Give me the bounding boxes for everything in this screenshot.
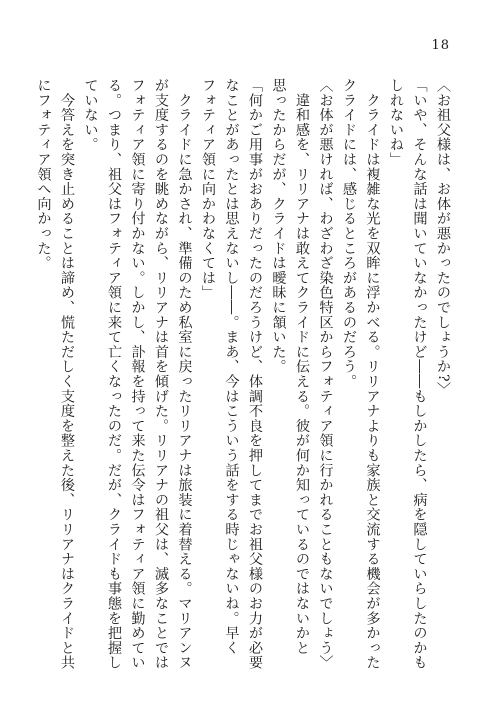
- text-line: クライドには、感じるところがあるのだろう。: [341, 78, 357, 389]
- text-line: にフォティア領へ向かった。: [35, 78, 52, 271]
- text-line: る。つまり、祖父はフォティア領に来て亡くなったのだ。だが、クライドも事態を把握し: [106, 78, 122, 670]
- text-line: 〈お体が悪ければ、わざわざ染色特区からフォティア領に行かれることもないでしょう〉: [317, 78, 334, 670]
- text-line: 違和感を、リリアナは敢えてクライドに伝える。彼が何か知っているのではないかと: [294, 78, 310, 656]
- text-line: 思ったからだが、クライドは曖昧に頷いた。: [270, 78, 287, 374]
- text-line: なことがあったとは思えないし――。まあ、今はこういう話をする時じゃないね。早く: [223, 78, 240, 656]
- text-line: クライドは複雑な光を双眸に浮かべる。リリアナよりも家族と交流する機会が多かった: [364, 78, 381, 670]
- text-line: ていない。: [82, 78, 99, 152]
- text-line: クライドに急かされ、準備のため私室に戻ったリリアナは旅装に着替える。マリアンヌ: [176, 78, 193, 670]
- text-line: 〈お祖父様は、お体が悪かったのでしょうか?〉: [435, 78, 451, 398]
- text-line: 「何かご用事がおありだったのだろうけど、体調不良を押してまでお祖父様のお力が必要: [247, 78, 263, 670]
- page-number: 18: [431, 38, 450, 53]
- text-line: しれないね」: [388, 78, 404, 167]
- text-line: 今答えを突き止めることは諦め、慌ただしく支度を整えた後、リリアナはクライドと共: [59, 78, 75, 670]
- text-line: フォティア領に向かわなくては」: [200, 78, 216, 300]
- text-line: フォティア領に寄り付かない。しかし、訃報を持って来た伝令はフォティア領に勤めてい: [129, 78, 146, 670]
- text-line: 「いや、そんな話は聞いていなかったけど――もしかしたら、病を隠していらしたのかも: [411, 78, 428, 670]
- novel-text: [35, 78, 454, 670]
- text-line: が支度するのを眺めながら、リリアナは首を傾げた。リリアナの祖父は、滅多なことでは: [153, 78, 169, 670]
